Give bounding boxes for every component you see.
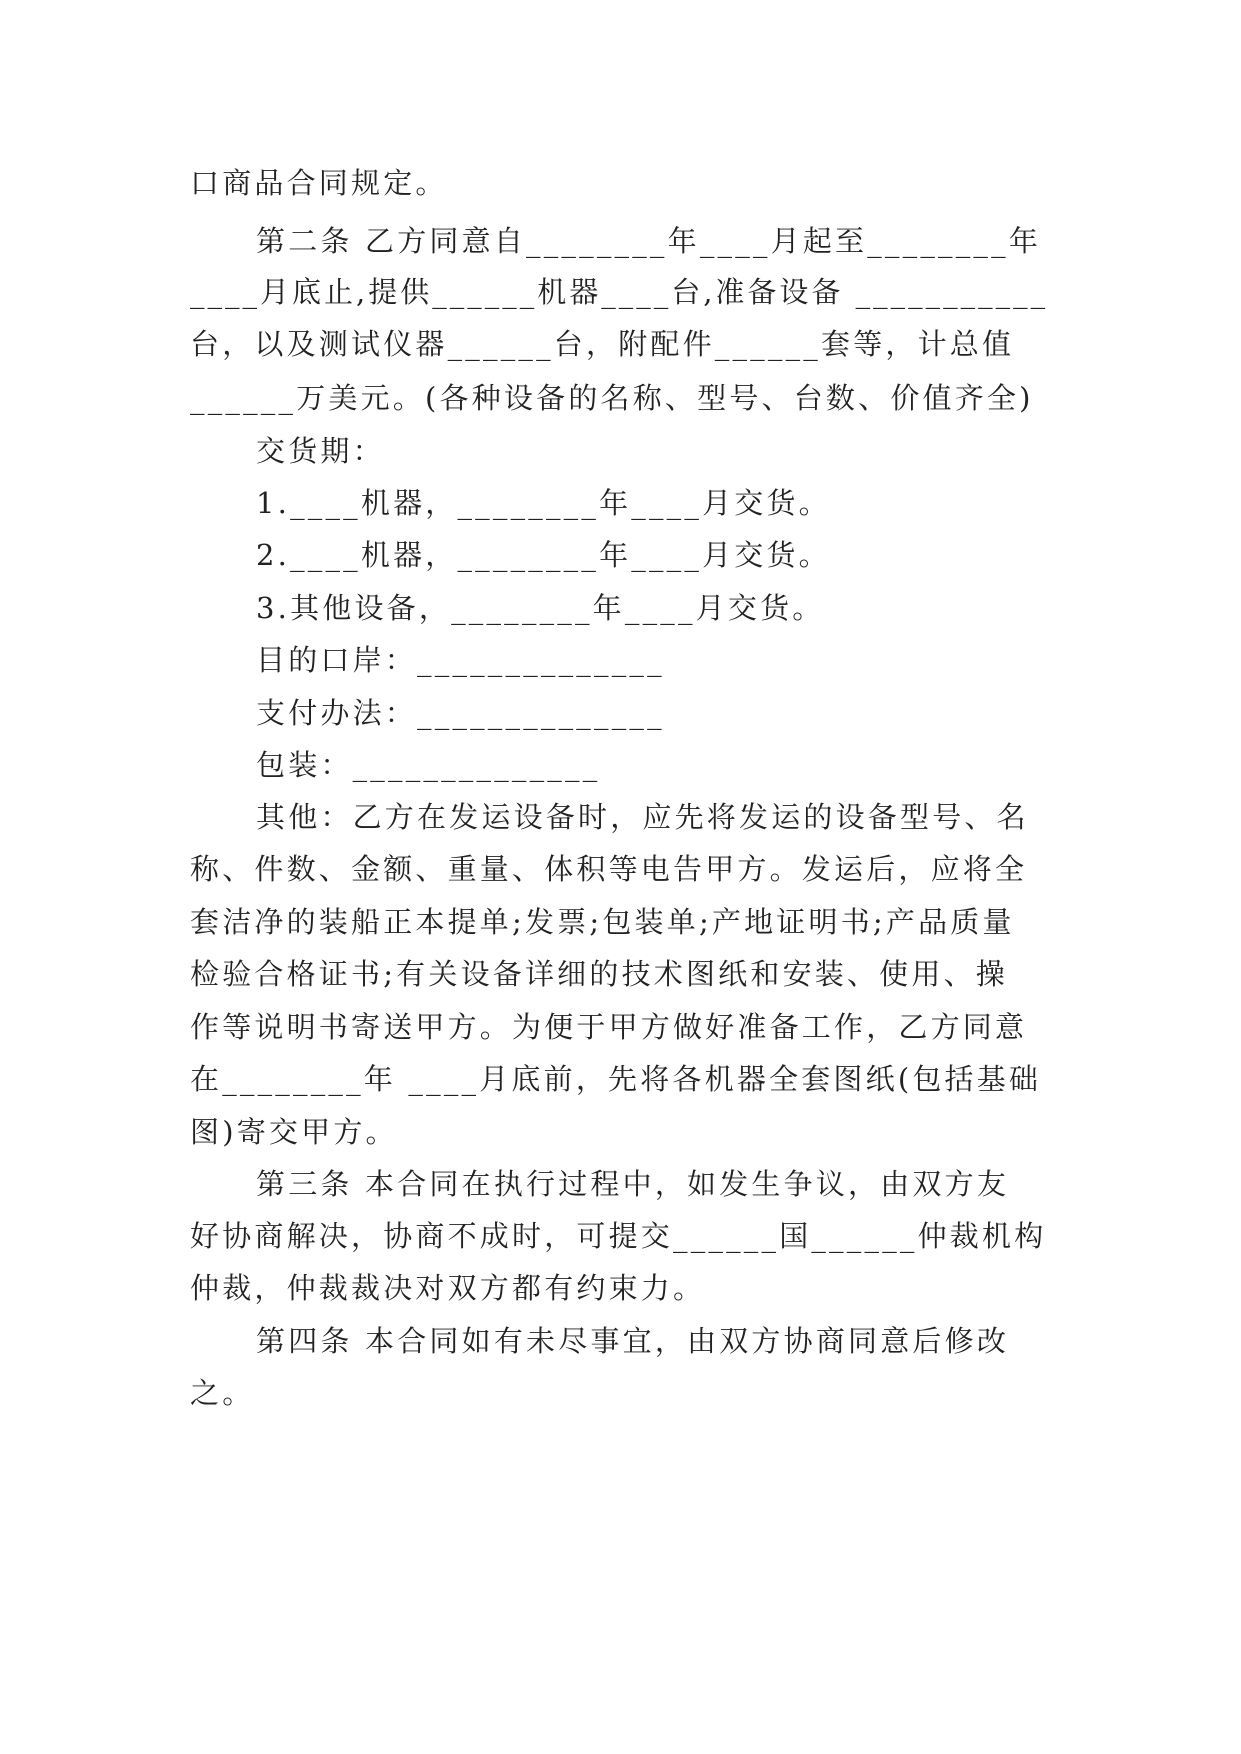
- packaging-line: 包装：______________: [256, 748, 601, 782]
- text-line: 图)寄交甲方。: [190, 1115, 398, 1149]
- text-line: 检验合格证书;有关设备详细的技术图纸和安装、使用、操: [190, 957, 1008, 991]
- text-line: 仲裁，仲裁裁决对双方都有约束力。: [190, 1271, 706, 1305]
- text-line: 好协商解决，协商不成时，可提交______国______仲裁机构: [190, 1219, 1047, 1253]
- destination-port-line: 目的口岸：______________: [256, 643, 665, 677]
- article-4-heading-line: 第四条 本合同如有未尽事宜，由双方协商同意后修改: [256, 1324, 1010, 1358]
- text-line: ______万美元。(各种设备的名称、型号、台数、价值齐全): [190, 381, 1034, 415]
- article-3-heading-line: 第三条 本合同在执行过程中，如发生争议，由双方友: [256, 1167, 1010, 1201]
- delivery-item-3: 3.其他设备，________年____月交货。: [256, 591, 825, 625]
- other-terms-line: 其他：乙方在发运设备时，应先将发运的设备型号、名: [256, 800, 1029, 834]
- text-line: 在________年 ____月底前，先将各机器全套图纸(包括基础: [190, 1062, 1042, 1096]
- text-line: 称、件数、金额、重量、体积等电告甲方。发运后，应将全: [190, 852, 1028, 886]
- text-line: ____月底止,提供______机器____台,准备设备 ___________: [190, 275, 1049, 309]
- delivery-item-2: 2.____机器，________年____月交货。: [256, 538, 831, 572]
- delivery-item-1: 1.____机器，________年____月交货。: [256, 486, 831, 520]
- text-line: 口商品合同规定。: [190, 166, 448, 200]
- payment-method-line: 支付办法：______________: [256, 696, 665, 730]
- text-line: 作等说明书寄送甲方。为便于甲方做好准备工作，乙方同意: [190, 1010, 1028, 1044]
- text-line: 台，以及测试仪器______台，附配件______套等，计总值: [190, 327, 1015, 361]
- text-line: 之。: [190, 1376, 255, 1410]
- text-line: 套洁净的装船正本提单;发票;包装单;产地证明书;产品质量: [190, 905, 1015, 939]
- delivery-period-label: 交货期：: [256, 434, 385, 468]
- article-2-heading-line: 第二条 乙方同意自________年____月起至________年: [256, 224, 1042, 258]
